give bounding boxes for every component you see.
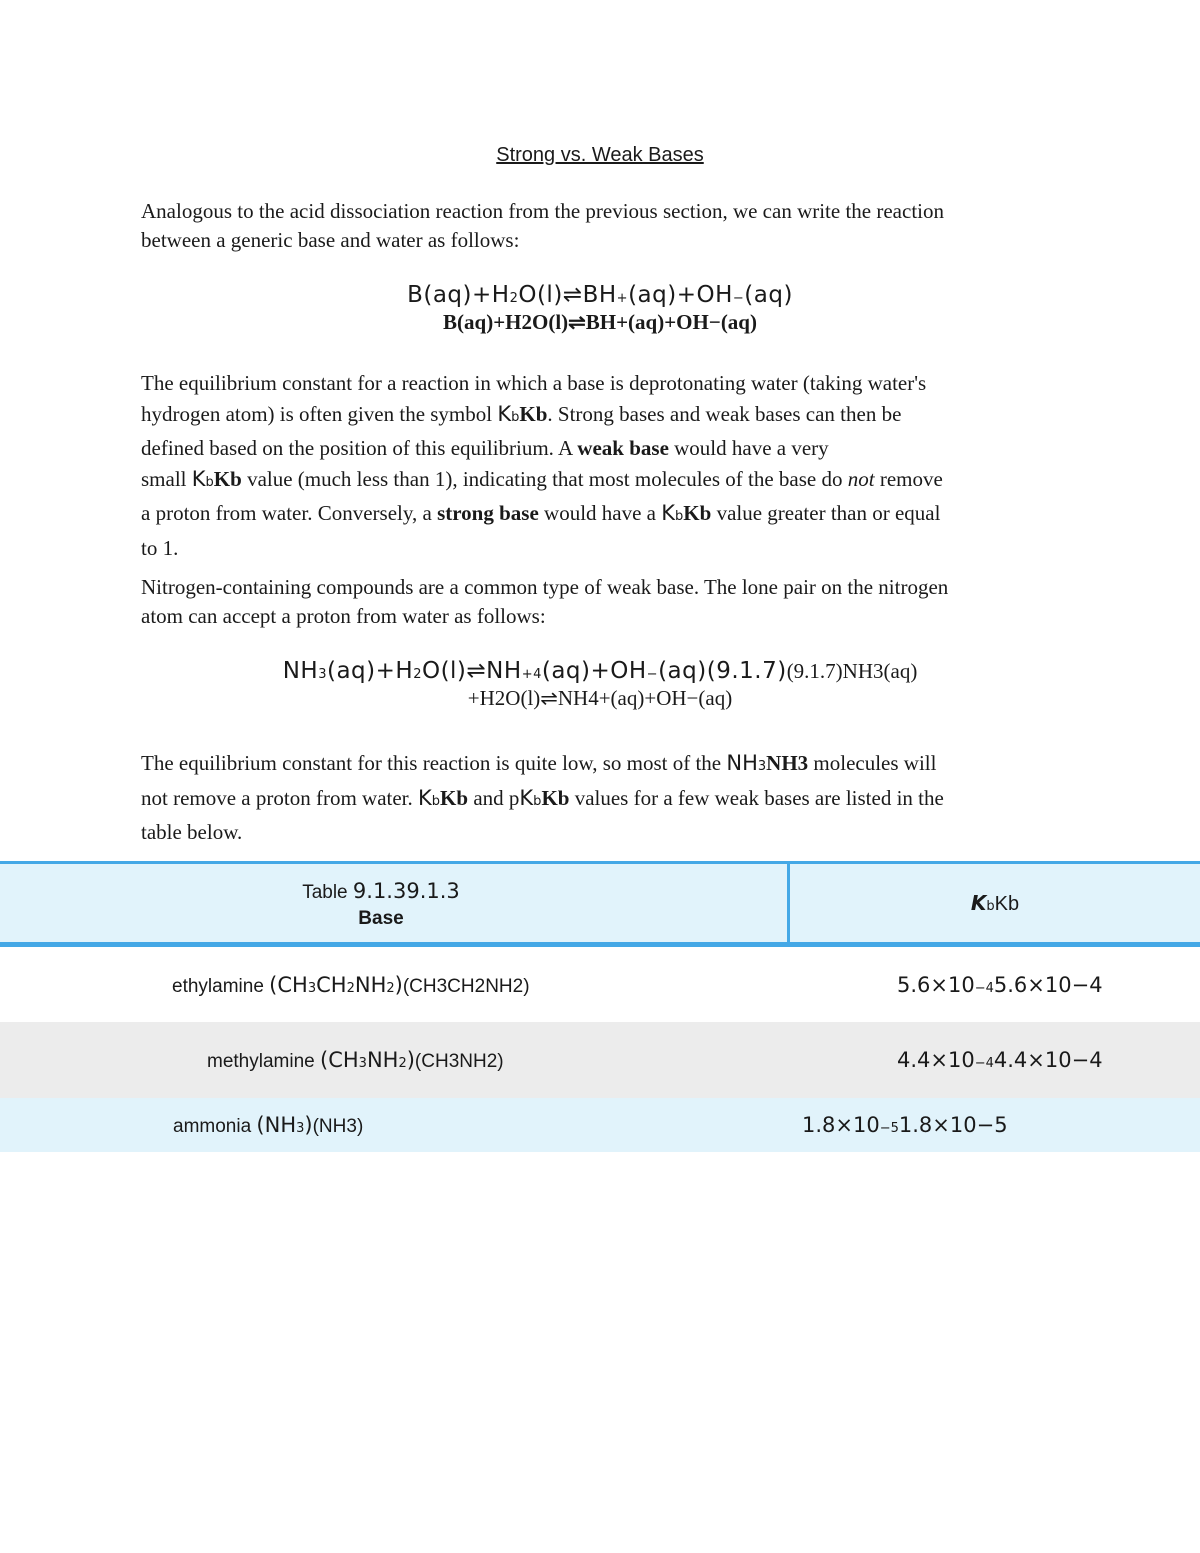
p2-line-3: defined based on the position of this equilibrium. A weak base would have a very [141, 436, 829, 460]
p2-line-2: hydrogen atom) is often given the symbol KbKb. Strong bases and weak bases can then be [141, 401, 902, 426]
intro-line-2: between a generic base and water as follows: [141, 228, 520, 252]
table-header [0, 861, 1200, 947]
intro-line-1: Analogous to the acid dissociation reaction from the previous section, we can write the reaction [141, 199, 944, 223]
equation-1 [0, 282, 1200, 335]
equation-1-math: B(aq)+H2O(l)⇌BH+(aq)+OH−(aq) [407, 282, 793, 308]
p2-line-1: The equilibrium constant for a reaction in which a base is deprotonating water (taking water's [141, 371, 927, 395]
p3-line-2: atom can accept a proton from water as follows: [141, 604, 546, 628]
kb-value-cell: 4.4×10−44.4×10−4 [897, 1048, 1103, 1072]
base-name-cell: ethylamine (CH3CH2NH2)(CH3CH2NH2) [172, 973, 530, 997]
col-header-kb: KbKb [970, 891, 1020, 915]
table-row [0, 947, 1200, 1022]
table-caption: Table 9.1.39.1.3 [302, 879, 460, 903]
weak-bases-table [0, 861, 1200, 1152]
p2-line-6: to 1. [141, 535, 179, 560]
equation-1-text: B(aq)+H2O(l)⇌BH+(aq)+OH−(aq) [443, 310, 757, 334]
p2-line-5: a proton from water. Conversely, a strong base would have a KbKb value greater than or equal [141, 501, 941, 525]
equation-2-line-1: NH3(aq)+H2O(l)⇌NH+4(aq)+OH−(aq)(9.1.7)(9.1.7)NH3(aq) [282, 658, 918, 684]
p4-line-3: table below. [141, 820, 243, 844]
p2-line-4: small KbKb value (much less than 1), indicating that most molecules of the base do not remove [141, 466, 943, 491]
table-row [0, 1098, 1200, 1152]
table-header-base [0, 878, 762, 932]
intro-paragraph [141, 197, 1061, 255]
col-header-base: Base [358, 908, 404, 929]
nitrogen-paragraph [141, 573, 1061, 631]
p4-line-2: not remove a proton from water. KbKb and pKbKb values for a few weak bases are listed in the [141, 785, 944, 810]
kb-value-cell: 1.8×10−51.8×10−5 [802, 1113, 1008, 1137]
page-title: Strong vs. Weak Bases [496, 144, 704, 166]
kb-value-cell: 5.6×10−45.6×10−4 [897, 973, 1103, 997]
table-intro-paragraph [141, 748, 1061, 848]
base-name-cell: methylamine (CH3NH2)(CH3NH2) [207, 1048, 504, 1072]
base-name-cell: ammonia (NH3)(NH3) [173, 1113, 364, 1137]
kb-definition-paragraph [141, 368, 1061, 563]
table-row [0, 1022, 1200, 1098]
p4-line-1: The equilibrium constant for this reaction is quite low, so most of the NH3NH3 molecules will [141, 751, 937, 775]
equation-2-line-2: +H2O(l)⇌NH4+(aq)+OH−(aq) [467, 686, 733, 710]
p3-line-1: Nitrogen-containing compounds are a common type of weak base. The lone pair on the nitrogen [141, 575, 949, 599]
equation-2 [0, 658, 1200, 711]
